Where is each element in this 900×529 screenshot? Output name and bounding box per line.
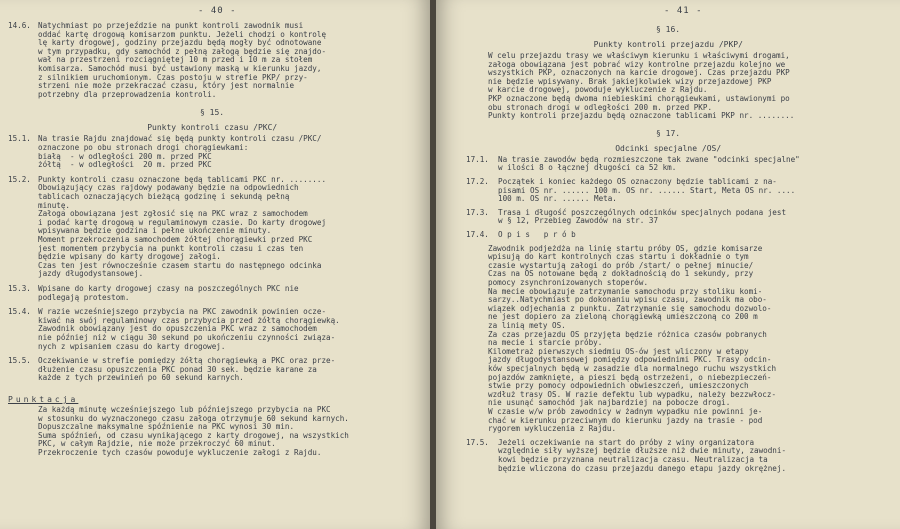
text-line: w tym przypadku, gdy samochód z pełną załogą będzie się znajdo-: [38, 46, 327, 56]
text-line: żółtą - w odległości 20 m. przed PKC: [38, 160, 212, 170]
paragraph-number: 15.4.: [8, 307, 31, 317]
text-line: wzdłuż trasy OS. W razie defektu lub wypadku, należy bezzwłocz-: [488, 389, 777, 399]
text-line: pisami OS nr. ...... 100 m. OS nr. ...... Start, Meta OS nr. ....: [498, 185, 796, 195]
text-line: PKP oznaczone będą dwoma niebieskimi chorągiewkami, ustawionymi po: [488, 94, 790, 103]
text-line: wpisywana będzie godzina i pełne ukończenie minuty.: [38, 226, 272, 236]
text-line: w stosunku do wyznaczonego czasu załoga otrzymuje 60 sekund karnych.: [38, 413, 349, 423]
text-line: jest momentem przybycia na punkt kontroli czasu i czas ten: [38, 243, 304, 253]
paragraph-number: 15.1.: [8, 134, 31, 144]
text-line: nych z wpisaniem czasu do karty drogowej.: [38, 341, 226, 351]
text-line: wiązek odjechania z punktu. Zatrzymanie się samochodu dozwolo-: [488, 303, 772, 313]
text-line: i podać kartę drogową w regulaminowym czasie. Do karty drogowej: [38, 217, 327, 227]
text-line: chać w kierunku przeciwnym do kierunku jazdy na trasie - pod: [488, 415, 763, 425]
subheading: Punktacja: [8, 395, 79, 404]
text-line: Za czas przejazdu OS przyjęta będzie różnica czasów pobranych: [488, 329, 767, 339]
text-line: w ilości 8 o łącznej długości ca 52 km.: [498, 163, 677, 173]
paragraph-number: 15.3.: [8, 284, 31, 293]
text-line: nie usunąć samochód jak najbardziej na pobocze drogi.: [488, 398, 731, 408]
left-page: [0, 0, 430, 529]
text-line: W razie wcześniejszego przybycia na PKC zawodnik powinien ocze-: [38, 307, 327, 317]
text-line: w karcie drogowej, powoduje wykluczenie z Rajdu.: [488, 85, 708, 95]
text-line: kowi będzie przyznana neutralizacja czasu. Neutralizacja ta: [498, 455, 768, 464]
text-line: nie później niż w ciągu 30 sekund po ukończeniu czynności związa-: [38, 333, 336, 342]
text-line: pomocy zsynchronizowanych stoperów.: [488, 278, 649, 287]
text-line: dłużenie czasu opuszczenia PKC ponad 30 sek. będzie karane za: [38, 364, 317, 374]
text-line: Obowiązujący czas rajdowy podawany będzie na odpowiednich: [38, 183, 299, 193]
text-line: Początek i koniec każdego OS oznaczony będzie tablicami z na-: [498, 177, 777, 186]
text-line: strzeni nie może przekraczać czasu, który jest normalnie: [38, 81, 295, 91]
section-heading: § 17.: [656, 128, 681, 138]
text-line: potrzebny dla przeprowadzenia kontroli.: [38, 89, 217, 99]
text-line: pojazdów zamknięte, a pieszi będą ostrzeżeni, o niebezpieczeń-: [488, 372, 772, 382]
text-line: Czas ten jest równocześnie czasem startu do następnego odcinka: [38, 260, 322, 270]
text-line: PKC, w całym Rajdzie, nie może przekroczyć 60 minut.: [38, 439, 276, 449]
text-line: 100 m. OS nr. ...... Meta.: [498, 194, 617, 204]
text-line: Dopuszczalne maksymalne spóźnienie na PKC wynosi 30 min.: [38, 422, 295, 432]
text-line: białą - w odległości 200 m. przed PKC: [38, 151, 212, 161]
page-number: - 40 -: [198, 6, 237, 16]
section-heading: Punkty kontroli czasu /PKC/: [147, 123, 278, 133]
text-line: W czasie w/w prób zawodnicy w żadnym wypadku nie powinni je-: [488, 407, 763, 416]
text-line: kiwać na swój regulaminowy czas przybycia przed żółtą chorągiewką.: [38, 315, 340, 325]
text-line: ków specjalnych będą w zasadzie dla normalnego ruchu wszystkich: [488, 364, 777, 373]
text-line: podlegają protestom.: [38, 292, 130, 302]
text-line: lę karty drogowej, godziny przejazdu będą mogły być odnotowane: [38, 38, 322, 48]
text-line: względnie siły wyższej będzie dłuższe niż dwie minuty, zawodni-: [498, 446, 787, 456]
text-line: W celu przejazdu trasy we właściwym kierunku i właściwymi drogami,: [488, 51, 790, 60]
text-line: ne jest dopiero za zieloną chorągiewką umieszczoną co 200 m: [488, 312, 758, 322]
text-line: oddać kartę drogową komisarzom punktu. Jeżeli chodzi o kontrolę: [38, 29, 327, 39]
text-line: Na trasie Rajdu znajdować się będą punkty kontroli czasu /PKC/: [38, 134, 322, 144]
text-line: Punkty kontroli czasu oznaczone będą tablicami PKC nr. ........: [38, 174, 327, 184]
text-line: Kilometraż pierwszych siedmiu OS-ów jest wliczony w etapy: [488, 346, 749, 356]
paragraph-number: 17.3.: [466, 207, 489, 217]
text-line: jazdy długodystansowej.: [38, 269, 144, 279]
text-line: Wpisane do karty drogowej czasy na poszczególnych PKC nie: [38, 284, 299, 293]
text-line: wszystkich PKP, oznaczonych na karcie drogowej. Czas przejazdu PKP: [488, 68, 790, 78]
paragraph-number: 17.2.: [466, 177, 489, 186]
text-line: tablicach oznaczających bieżącą godzinę i sekundą pełną: [38, 192, 290, 201]
text-line: jazdy długodystansowej pomiędzy odpowiednimi PKC. Trasy odcin-: [488, 355, 772, 365]
text-line: oznaczone po obu stronach drogi chorągiewkami:: [38, 143, 249, 152]
text-line: minutę.: [38, 200, 71, 210]
text-line: z silnikiem uruchomionym. Czas postoju w strefie PKP/ przy-: [38, 72, 308, 82]
text-line: Czas na OS notowane będą z dokładnością do 1 sekundy, przy: [488, 269, 754, 279]
section-heading: Odcinki specjalne /OS/: [615, 143, 722, 153]
text-line: Za każdą minutę wcześniejszego lub późniejszego przybycia na PKC: [38, 405, 331, 414]
text-line: Punkty kontroli przejazdu będą oznaczone tablicami PKP nr. ........: [488, 111, 795, 121]
paragraph-number: 17.1.: [466, 154, 489, 164]
text-line: czasie wystartują załogi do prób /start/ o pełnej minucie/: [488, 260, 754, 270]
paragraph-number: 17.4.: [466, 230, 489, 239]
text-line: będzie wliczona do czasu przejazdu danego etapu jazdy okrężnej.: [498, 463, 787, 473]
text-line: Na mecie obowiązuje zatrzymanie samochodu przy stoliku komi-: [488, 286, 763, 296]
section-heading: Punkty kontroli przejazdu /PKP/: [593, 40, 743, 49]
text-line: Jeżeli oczekiwanie na start do próby z winy organizatora: [498, 437, 755, 447]
text-line: Trasa i długość poszczególnych odcinków specjalnych podana jest: [498, 207, 787, 217]
paragraph-number: 17.5.: [466, 437, 489, 447]
text-line: rygorem wykluczenia z Rajdu.: [488, 424, 617, 434]
page-number: - 41 -: [664, 6, 703, 16]
paragraph-number: 14.6.: [8, 21, 31, 30]
text-line: O p i s p r ó b: [498, 230, 576, 239]
text-line: Zawodnik obowiązany jest do opuszczenia PKC wraz z samochodem: [38, 324, 317, 334]
paragraph-number: 15.2.: [8, 174, 31, 184]
text-line: w § 12, Przebieg Zawodów na str. 37: [498, 216, 659, 226]
text-line: komisarza. Samochód musi być ustawiony maską w kierunku jazdy,: [38, 64, 322, 73]
text-line: nie będzie wpisywany. Brak jakiejkolwiek wizy przejazdowej PKP: [488, 76, 772, 86]
text-line: Suma spóźnień, od czasu wynikającego z karty drogowej, na wszystkich: [38, 430, 349, 440]
text-line: każde z tych przewinień po 60 sekund karnych.: [38, 373, 244, 383]
text-line: wał na przestrzeni rozciągniętej 10 m przed i 10 m za stołem: [38, 55, 313, 65]
text-line: Oczekiwanie w strefie pomiędzy żółtą chorągiewką a PKC oraz prze-: [38, 356, 336, 366]
text-line: Na trasie zawodów będą rozmieszczone tak zwane "odcinki specjalne": [498, 154, 800, 164]
section-heading: § 15.: [200, 108, 225, 118]
text-line: wpisują do kart kontrolnych czas startu i dokładnie o tym: [488, 252, 749, 262]
text-line: załoga obowiązana jest pobrać wizy kontrolne przejazdu kolejno we: [488, 59, 786, 69]
text-line: sarzy..Natychmiast po dokonaniu wpisu czasu, zawodnik ma obo-: [488, 295, 767, 305]
text-line: obu stronach drogi w odległości 200 m. przed PKP.: [488, 102, 713, 112]
text-line: Przekroczenie tych czasów powoduje wykluczenie załogi z Rajdu.: [38, 448, 322, 457]
text-line: Zawodnik podjeżdża na linię startu próby OS, gdzie komisarze: [488, 243, 763, 253]
text-line: stwie przy pomocy odpowiednich obwieszczeń, umieszczonych: [488, 381, 749, 391]
section-heading: § 16.: [656, 25, 681, 34]
text-line: Natychmiast po przejeździe na punkt kontroli zawodnik musi: [38, 21, 304, 30]
text-line: Załoga obowiązana jest zgłosić się na PKC wraz z samochodem: [38, 209, 308, 219]
text-line: za linią mety OS.: [488, 321, 566, 330]
text-line: będzie wpisany do karty drogowej załogi.: [38, 252, 221, 262]
text-line: na mecie i starcie próby.: [488, 338, 603, 348]
right-page: [436, 0, 900, 529]
paragraph-number: 15.5.: [8, 356, 31, 366]
text-line: Moment przekroczenia samochodem żółtej chorągiewki przed PKC: [38, 235, 313, 244]
